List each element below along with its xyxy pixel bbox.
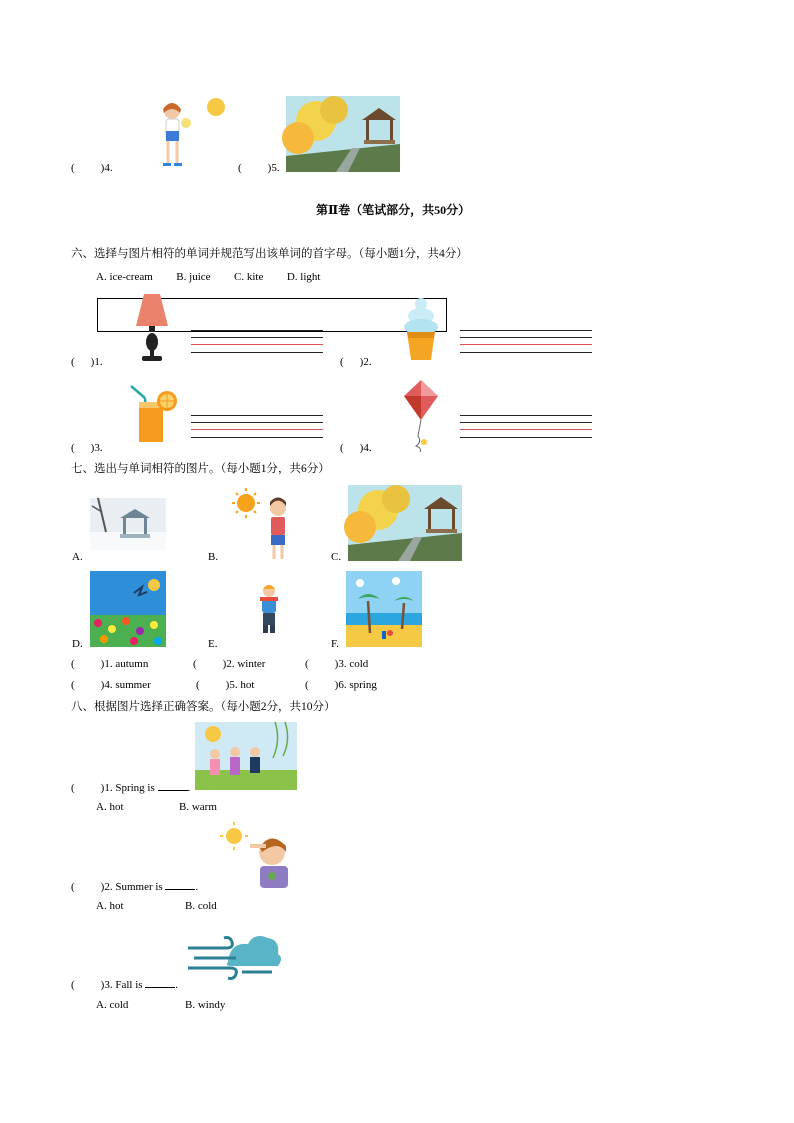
s8-q1: ( )1. Spring is .: [71, 782, 191, 794]
s7-label-a: A.: [72, 551, 83, 563]
s6-heading: 六、选择与图片相符的单词并规范写出该单词的首字母。（每小题1分，共4分）: [71, 248, 468, 260]
s6-q1-line: [191, 330, 323, 331]
kite-icon: [400, 378, 442, 450]
s7-label-f: F.: [331, 638, 339, 650]
s7-label-c: C.: [331, 551, 342, 563]
s7-q5: ( )5. hot: [196, 679, 255, 691]
hot-boy-image: [232, 487, 298, 563]
s7-q3: ( )3. cold: [305, 658, 369, 670]
s6-q3: ( )3.: [71, 442, 103, 454]
s6-q4: ( )4.: [340, 442, 372, 454]
top-q5: ( )5.: [238, 162, 280, 174]
s6-q1-line: [191, 344, 323, 345]
s8-q2-option-a: A. hot: [96, 900, 124, 912]
s7-label-d: D.: [72, 638, 83, 650]
s6-options: [96, 270, 320, 284]
s6-q3-line: [191, 437, 323, 438]
autumn-pavilion-image: [348, 485, 462, 561]
s7-q2: ( )2. winter: [193, 658, 266, 670]
s6-q3-line: [191, 429, 323, 430]
hot-summer-boy-image: [220, 822, 292, 890]
s7-q4: ( )4. summer: [71, 679, 151, 691]
windy-cloud-icon: [186, 928, 282, 980]
s7-heading: 七、选出与单词相符的图片。（每小题1分，共6分）: [71, 463, 330, 475]
part2-title: 第Ⅱ卷（笔试部分，共50分）: [316, 203, 471, 217]
s8-q2-option-b: B. cold: [185, 900, 217, 912]
s8-q3: ( )3. Fall is .: [71, 979, 179, 991]
s7-q6: ( )6. spring: [305, 679, 377, 691]
s8-heading: 八、根据图片选择正确答案。（每小题2分，共10分）: [71, 701, 336, 713]
s6-option-c: C. kite: [234, 271, 264, 283]
s6-q4-line: [460, 437, 592, 438]
s6-q4-line: [460, 429, 592, 430]
cold-girl-image: [256, 583, 282, 635]
ice-cream-icon: [402, 296, 440, 362]
s8-q2: ( )2. Summer is .: [71, 881, 199, 893]
s8-q1-blank[interactable]: [158, 780, 188, 791]
s8-q1-option-b: B. warm: [179, 801, 217, 813]
s7-label-e: E.: [208, 638, 218, 650]
spring-flowers-image: [90, 571, 166, 647]
child-eating-icecream-image: [150, 97, 230, 172]
s8-q3-blank[interactable]: [145, 977, 175, 988]
winter-pavilion-image: [90, 498, 166, 550]
s6-option-b: B. juice: [176, 271, 211, 283]
s6-q4-line: [460, 422, 592, 423]
s8-q1-option-a: A. hot: [96, 801, 124, 813]
s6-q2-line: [460, 330, 592, 331]
top-q4: ( )4.: [71, 162, 113, 174]
s6-q1-line: [191, 352, 323, 353]
s8-q3-option-a: A. cold: [96, 999, 129, 1011]
s6-q2: ( )2.: [340, 356, 372, 368]
s6-q1-line: [191, 337, 323, 338]
autumn-pavilion-image-top: [286, 96, 400, 172]
s6-q3-line: [191, 415, 323, 416]
juice-icon: [125, 384, 181, 446]
s8-q2-blank[interactable]: [165, 879, 195, 890]
s7-q1: ( )1. autumn: [71, 658, 149, 670]
s6-q3-line: [191, 422, 323, 423]
s6-option-d: D. light: [286, 271, 321, 283]
s6-q2-line: [460, 352, 592, 353]
s6-q2-line: [460, 344, 592, 345]
s6-q2-line: [460, 337, 592, 338]
s6-q1: ( )1.: [71, 356, 103, 368]
s7-label-b: B.: [208, 551, 219, 563]
s8-q3-option-b: B. windy: [185, 999, 226, 1011]
lamp-icon: [128, 292, 176, 364]
summer-beach-image: [346, 571, 422, 647]
spring-kids-image: [195, 722, 297, 790]
s6-q4-line: [460, 415, 592, 416]
s6-option-a: A. ice-cream: [96, 271, 153, 283]
